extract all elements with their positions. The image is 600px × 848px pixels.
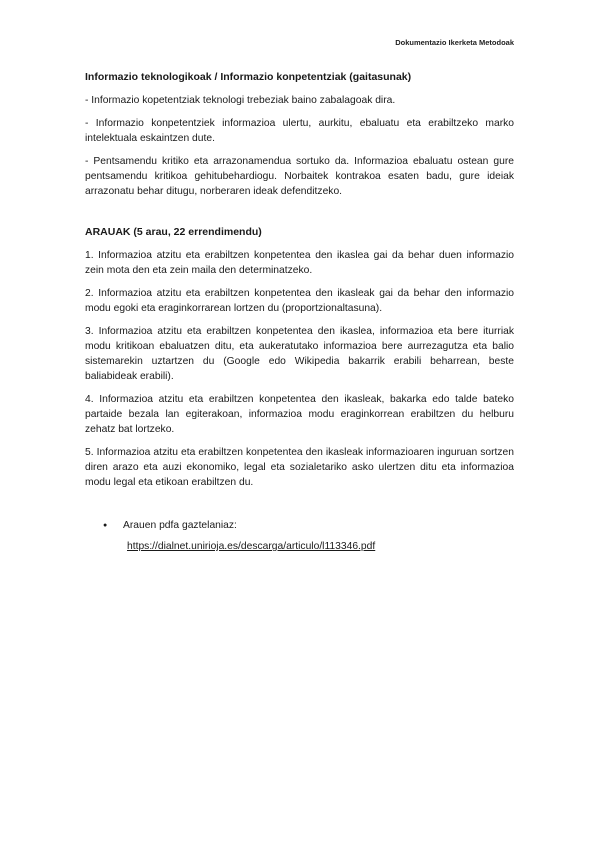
bullet-item (103, 518, 514, 533)
rule-item: 1. Informazioa atzitu eta erabiltzen konpetentea den ikaslea gai da behar duen informazio zein mota den eta zein maila den determinatzeko. (85, 250, 514, 276)
section-title-arauak: ARAUAK (5 arau, 22 errendimendu) (85, 226, 262, 238)
bullet-list (85, 518, 514, 533)
paragraph: - Pentsamendu kritiko eta arrazonamendua sortuko da. Informazioa ebaluatu ostean gure pentsamendu kritikoa gehitubehardiogu. Norbaitek kontrakoa esaten badu, gure ideiak arrazonatu behar ditugu, norberaren ideak defenditzeko. (85, 156, 514, 197)
paragraph: - Informazio kopetentziak teknologi trebeziak baino zabalagoak dira. (85, 95, 396, 106)
pdf-link[interactable]: https://dialnet.unirioja.es/descarga/articulo/l113346.pdf (127, 541, 376, 552)
rule-item: 3. Informazioa atzitu eta erabiltzen konpetentea den ikaslea, informazioa eta bere iturriak modu kritikoan ebaluatzen ditu, eta aukeratutako informazioa bere aurrezagutza eta balio sistemarekin uztartzen du (Google edo Wikipedia bakarrik erabili beharrean, beste baliabideak erabili). (85, 326, 514, 382)
rule-item: 2. Informazioa atzitu eta erabiltzen konpetentea den ikasleak gai da behar den informazio modu egoki eta eraginkorrarean lortzen du (proportzionaltasuna). (85, 288, 514, 314)
section-title-informazio: Informazio teknologikoak / Informazio konpetentziak (gaitasunak) (85, 71, 412, 83)
bullet-label: Arauen pdfa gaztelaniaz: (123, 520, 237, 531)
rule-item: 4. Informazioa atzitu eta erabiltzen konpetentea den ikasleak, bakarka edo talde bateko partaide bezala lan egiterakoan, informazioa modu eraginkorrean erabiltzen du helburu zehatz bat lortzeko. (85, 394, 514, 435)
page-header: Dokumentazio Ikerketa Metodoak (395, 38, 514, 47)
paragraph: - Informazio konpetentziek informazioa ulertu, aurkitu, ebaluatu eta erabiltzeko marko intelektuala eskaintzen dute. (85, 118, 514, 144)
document-body (85, 70, 514, 554)
spacer (85, 207, 514, 225)
rule-item: 5. Informazioa atzitu eta erabiltzen konpetentea den ikasleak informazioaren inguruan sortzen diren arazo eta auzi ekonomiko, legal eta sozialetariko asko ulertzen ditu eta informazioa modu legal eta etikoan erabiltzen du. (85, 447, 514, 488)
